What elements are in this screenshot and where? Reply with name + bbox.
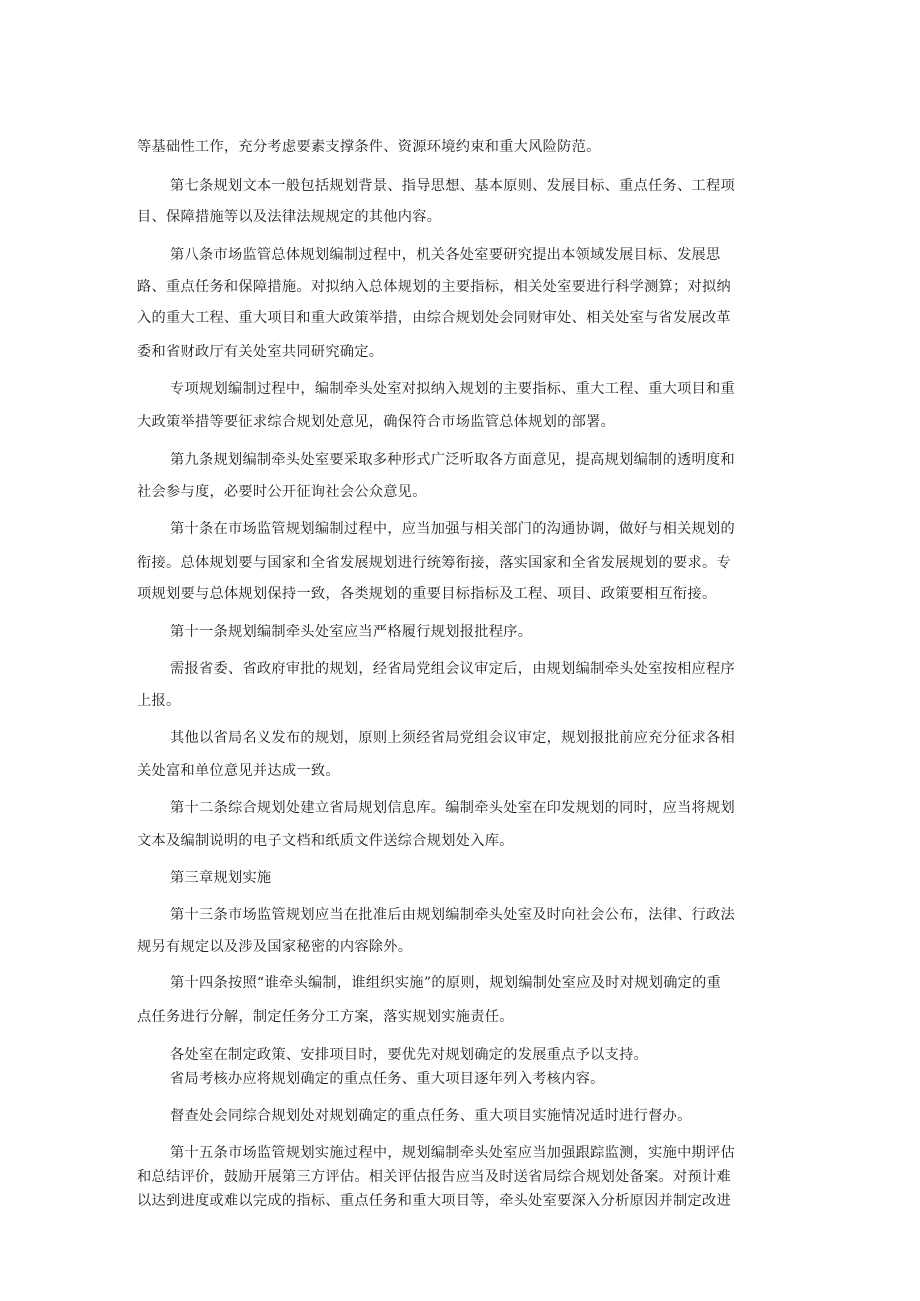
text-line: 衔接。总体规划要与国家和全省发展规划进行统筹衔接，落实国家和全省发展规划的要求。专 (137, 555, 731, 571)
text-line: 点任务进行分解，制定任务分工方案，落实规划实施责任。 (137, 1009, 514, 1025)
text-line: 项规划要与总体规划保持一致，各类规划的重要目标指标及工程、项目、政策要相互衔接。 (137, 586, 717, 602)
text-line: 和总结评价，鼓励开展第三方评估。相关评估报告应当及时送省局综合规划处备案。对预计难 (137, 1169, 731, 1185)
text-line: 第十五条市场监管规划实施过程中，规划编制牵头处室应当加强跟踪监测，实施中期评估 (170, 1145, 736, 1161)
text-line: 以达到进度或难以完成的指标、重点任务和重大项目等，牵头处室要深入分析原因并制定改进 (137, 1193, 731, 1209)
text-line: 第九条规划编制牵头处室要采取多种形式广泛听取各方面意见，提高规划编制的透明度和 (170, 452, 736, 468)
text-line: 社会参与度，必要时公开征询社会公众意见。 (137, 484, 427, 500)
text-line: 督查处会同综合规划处对规划确定的重点任务、重大项目实施情况适时进行督办。 (170, 1108, 692, 1124)
text-line: 上报。 (137, 693, 181, 709)
text-line: 第十四条按照“谁牵头编制，谁组织实施”的原则，规划编制处室应及时对规划确定的重 (170, 975, 722, 991)
text-line: 各处室在制定政策、安排项目时，要优先对规划确定的发展重点予以支持。 (170, 1047, 649, 1063)
text-line: 其他以省局名义发布的规划，原则上须经省局党组会议审定，规划报批前应充分征求各相 (170, 730, 736, 746)
text-line: 委和省财政厅有关处室共同研究确定。 (137, 344, 384, 360)
text-line: 路、重点任务和保障措施。对拟纳入总体规划的主要指标，相关处室要进行科学测算；对拟纳 (137, 279, 731, 295)
text-line: 大政策举措等要征求综合规划处意见，确保符合市场监管总体规划的部署。 (137, 414, 616, 430)
text-line: 规另有规定以及涉及国家秘密的内容除外。 (137, 939, 413, 955)
text-line: 第十三条市场监管规划应当在批准后由规划编制牵头处室及时向社会公布，法律、行政法 (170, 907, 736, 923)
text-line: 第七条规划文本一般包括规划背景、指导思想、基本原则、发展目标、重点任务、工程项 (170, 178, 736, 194)
text-line: 第八条市场监管总体规划编制过程中，机关各处室要研究提出本领域发展目标、发展思 (170, 247, 721, 263)
text-line: 专项规划编制过程中，编制牵头处室对拟纳入规划的主要指标、重大工程、重大项目和重 (170, 381, 736, 397)
text-line: 第十条在市场监管规划编制过程中，应当加强与相关部门的沟通协调，做好与相关规划的 (170, 521, 736, 537)
text-line: 目、保障措施等以及法律法规规定的其他内容。 (137, 209, 442, 225)
text-line: 入的重大工程、重大项目和重大政策举措，由综合规划处会同财审处、相关处室与省发展改革 (137, 310, 731, 326)
section-heading: 第三章规划实施 (170, 870, 272, 886)
text-line: 需报省委、省政府审批的规划，经省局党组会议审定后，由规划编制牵头处室按相应程序 (170, 661, 736, 677)
text-line: 文本及编制说明的电子文档和纸质文件送综合规划处入库。 (137, 833, 514, 849)
text-line: 省局考核办应将规划确定的重点任务、重大项目逐年列入考核内容。 (170, 1071, 605, 1087)
text-line: 第十一条规划编制牵头处室应当严格履行规划报批程序。 (170, 624, 533, 640)
text-line: 第十二条综合规划处建立省局规划信息库。编制牵头处室在印发规划的同时，应当将规划 (170, 800, 736, 816)
text-line: 关处富和单位意见并达成一致。 (137, 763, 340, 779)
text-line: 等基础性工作，充分考虑要素支撑条件、资源环境约束和重大风险防范。 (137, 139, 601, 155)
